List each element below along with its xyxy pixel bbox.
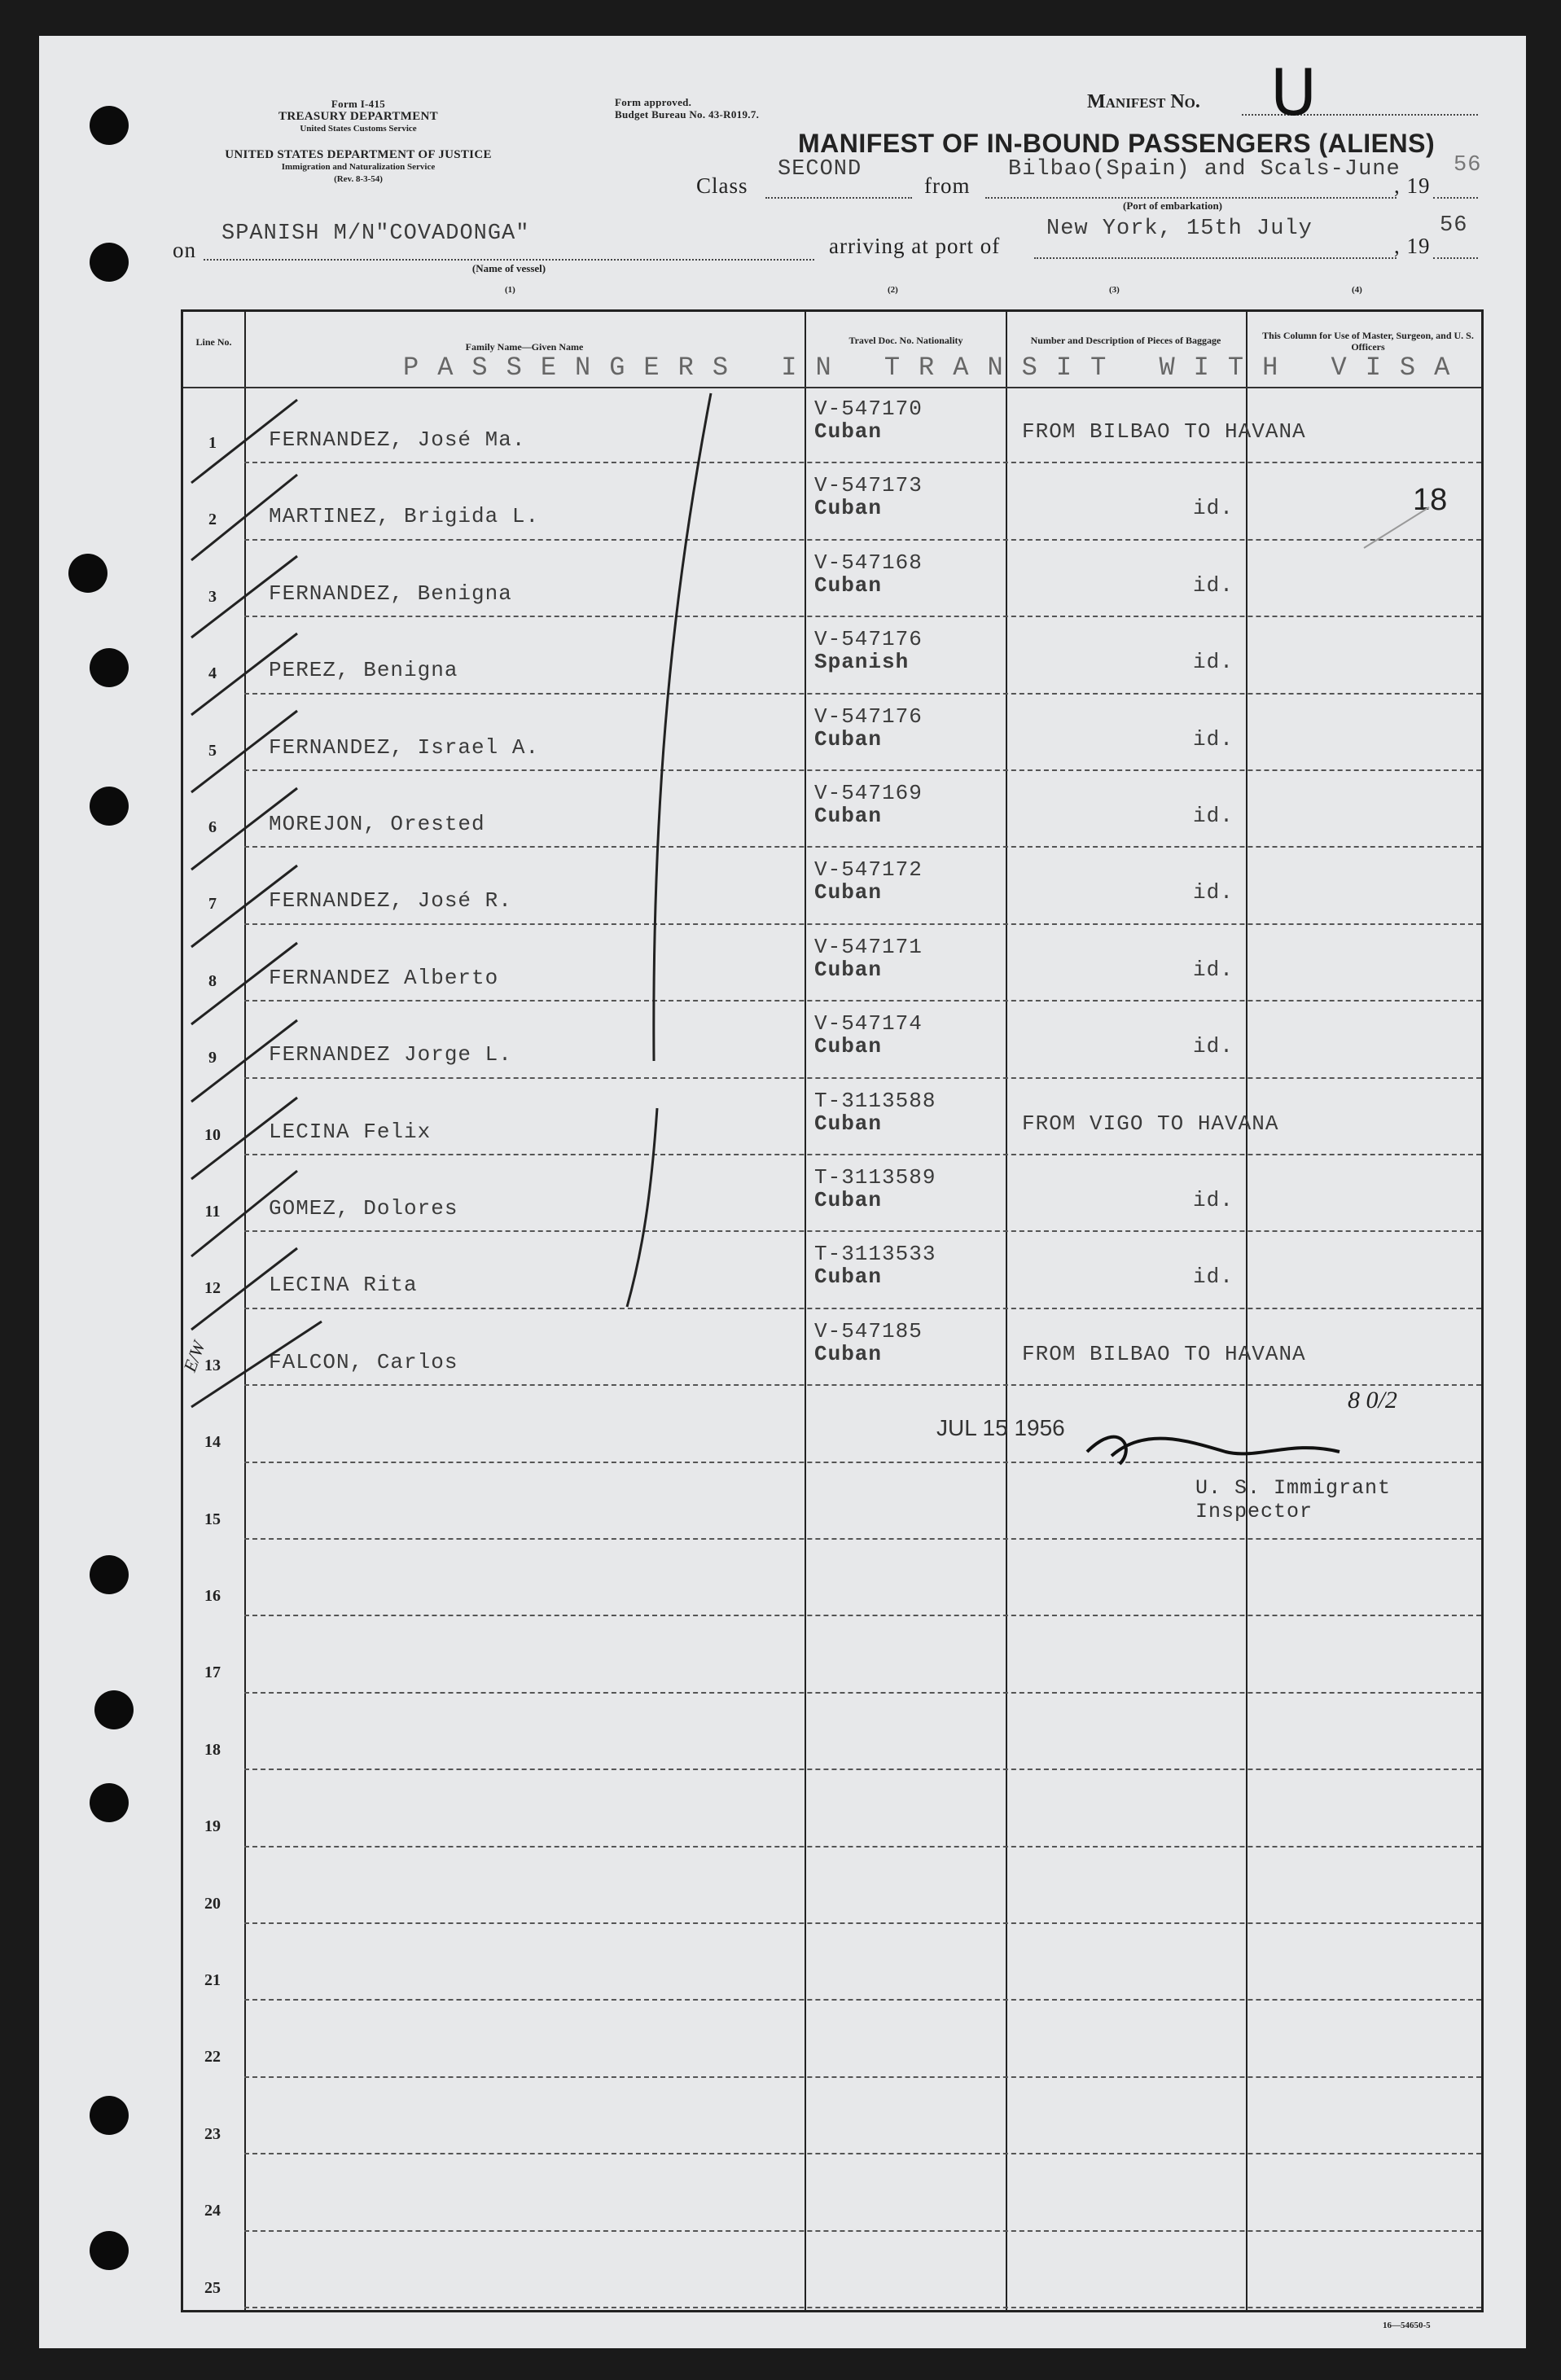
nationality: Cuban <box>814 1265 883 1290</box>
line-number: 8 <box>208 971 217 990</box>
line-number: 10 <box>204 1125 221 1144</box>
header-travel-doc: Travel Doc. No. Nationality <box>848 335 963 346</box>
year-prefix-2: , 19 <box>1394 234 1431 258</box>
travel-doc-number: T-3113588 <box>814 1088 936 1113</box>
form-revision: (Rev. 8-3-54) <box>334 174 383 184</box>
bracket-line-lower <box>627 1108 657 1307</box>
line-number: 3 <box>208 587 217 606</box>
nationality: Cuban <box>814 1034 883 1059</box>
manifest-no-value: U <box>1270 57 1318 130</box>
nationality: Cuban <box>814 496 883 521</box>
signature-text <box>1099 1423 1201 1454</box>
line-number: 15 <box>204 1510 221 1528</box>
class-label: Class <box>696 173 748 198</box>
line-number: 5 <box>208 741 217 760</box>
passenger-name: MOREJON, Orested <box>269 812 485 836</box>
passenger-name: FERNANDEZ, José Ma. <box>269 427 526 452</box>
on-label: on <box>173 238 196 262</box>
manifest-no-label: Manifest No. <box>1087 91 1200 112</box>
baggage-description: id. <box>1193 1265 1234 1290</box>
row-check-marks <box>191 400 322 1407</box>
line-number: 11 <box>204 1203 221 1221</box>
handwritten-marks <box>183 312 1481 2310</box>
nationality: Cuban <box>814 1188 883 1212</box>
line-number: 14 <box>204 1433 221 1452</box>
nationality: Cuban <box>814 572 883 598</box>
ins-service: Immigration and Naturalization Service <box>281 162 436 172</box>
line-number: 17 <box>204 1663 221 1682</box>
baggage-description: id. <box>1193 496 1234 521</box>
travel-doc-number: V-547185 <box>814 1318 923 1343</box>
column-number-3: (3) <box>1109 285 1120 295</box>
nationality: Cuban <box>814 880 883 905</box>
bracket-line-upper <box>654 393 711 1061</box>
column-number-2: (2) <box>888 285 898 295</box>
travel-doc-number: V-547170 <box>814 397 923 421</box>
punch-hole <box>90 2231 129 2270</box>
travel-doc-number: V-547176 <box>814 703 923 729</box>
passenger-name: LECINA Felix <box>269 1119 432 1144</box>
year-value-1: 56 <box>1454 153 1482 178</box>
line-number: 19 <box>204 1817 221 1836</box>
baggage-description: id. <box>1193 804 1234 828</box>
form-approved: Form approved. <box>615 96 692 108</box>
passenger-name: FERNANDEZ, José R. <box>269 888 512 914</box>
arriving-label: arriving at port of <box>829 234 1001 258</box>
line-number: 18 <box>204 1740 221 1759</box>
line-number: 1 <box>208 434 217 452</box>
baggage-description: id. <box>1193 1188 1234 1212</box>
travel-doc-number: V-547173 <box>814 473 923 498</box>
baggage-description: FROM VIGO TO HAVANA <box>1022 1111 1279 1136</box>
punch-hole <box>90 1555 129 1594</box>
footer-code: 16—54650-5 <box>1383 2321 1431 2330</box>
baggage-description: FROM BILBAO TO HAVANA <box>1022 1341 1306 1366</box>
fraction-note: 8 0/2 <box>1348 1387 1397 1414</box>
passenger-name: FALCON, Carlos <box>269 1349 458 1374</box>
line-number: 2 <box>208 511 217 529</box>
travel-doc-number: V-547174 <box>814 1011 923 1037</box>
passenger-name: PEREZ, Benigna <box>269 658 458 683</box>
punch-hole <box>90 1783 129 1822</box>
inspector-title: U. S. Immigrant Inspector <box>1195 1476 1392 1523</box>
line-number: 9 <box>208 1049 217 1067</box>
passenger-name: GOMEZ, Dolores <box>269 1196 458 1221</box>
travel-doc-number: T-3113533 <box>814 1242 936 1267</box>
nationality: Cuban <box>814 726 883 752</box>
em-mark: E/W <box>179 1338 209 1374</box>
line-number: 16 <box>204 1587 221 1605</box>
header-line-no: Line No. <box>195 336 232 348</box>
line-number: 23 <box>204 2124 221 2143</box>
baggage-description: FROM BILBAO TO HAVANA <box>1022 419 1306 444</box>
baggage-description: id. <box>1193 650 1234 675</box>
punch-hole <box>90 648 129 687</box>
nationality: Cuban <box>814 419 883 444</box>
manifest-title: MANIFEST OF IN-BOUND PASSENGERS (ALIENS) <box>798 129 1436 158</box>
line-number: 20 <box>204 1894 221 1913</box>
passenger-name: FERNANDEZ, Benigna <box>269 581 512 606</box>
header-name: Family Name—Given Name <box>465 341 584 353</box>
header-baggage: Number and Description of Pieces of Baggage <box>1030 335 1221 346</box>
line-number: 22 <box>204 2048 221 2067</box>
line-number: 24 <box>204 2202 221 2220</box>
line-number: 6 <box>208 818 217 836</box>
line-number: 7 <box>208 895 217 914</box>
passenger-name: FERNANDEZ Alberto <box>269 965 499 990</box>
column-number-1: (1) <box>505 285 515 295</box>
punch-hole <box>90 106 129 145</box>
baggage-description: id. <box>1193 1034 1234 1059</box>
nationality: Cuban <box>814 1111 883 1136</box>
budget-bureau: Budget Bureau No. 43-R019.7. <box>615 108 760 121</box>
column-number-4: (4) <box>1352 285 1362 295</box>
travel-doc-number: T-3113589 <box>814 1165 936 1190</box>
vessel-caption: (Name of vessel) <box>471 262 546 274</box>
travel-doc-number: V-547171 <box>814 934 923 959</box>
customs-service: United States Customs Service <box>300 124 417 134</box>
from-value: Bilbao(Spain) and Scals-June <box>1008 157 1401 182</box>
travel-doc-number: V-547172 <box>814 857 923 883</box>
officer-note: 18 <box>1413 483 1448 518</box>
line-number: 21 <box>204 1971 221 1989</box>
punch-hole <box>94 1690 134 1729</box>
year-value-2: 56 <box>1440 213 1468 238</box>
punch-hole <box>90 787 129 826</box>
travel-doc-number: V-547176 <box>814 627 923 652</box>
transit-banner: PASSENGERS IN TRANSIT WITH VISA <box>403 353 1469 383</box>
baggage-description: id. <box>1193 957 1234 982</box>
baggage-description: id. <box>1193 880 1234 905</box>
passenger-table <box>181 309 1484 2312</box>
travel-doc-number: V-547168 <box>814 550 923 575</box>
form-number: Form I-415 <box>331 98 386 110</box>
department-of-justice: UNITED STATES DEPARTMENT OF JUSTICE <box>225 148 492 161</box>
baggage-description: id. <box>1193 572 1234 598</box>
from-label: from <box>924 173 971 198</box>
class-value: SECOND <box>778 157 862 182</box>
travel-doc-number: V-547169 <box>814 781 923 805</box>
punch-hole <box>90 2096 129 2135</box>
date-stamp: JUL 15 1956 <box>936 1415 1065 1440</box>
passenger-name: FERNANDEZ Jorge L. <box>269 1042 512 1067</box>
punch-hole <box>68 554 107 593</box>
punch-hole <box>90 243 129 282</box>
passenger-name: LECINA Rita <box>269 1273 418 1298</box>
nationality: Cuban <box>814 957 883 982</box>
year-prefix-1: , 19 <box>1394 173 1431 198</box>
arriving-value: New York, 15th July <box>1046 217 1313 241</box>
line-number: 12 <box>204 1279 221 1298</box>
nationality: Spanish <box>814 650 910 675</box>
line-number: 13 <box>204 1356 221 1374</box>
passenger-name: MARTINEZ, Brigida L. <box>269 504 540 529</box>
port-embarkation-caption: (Port of embarkation) <box>1122 199 1223 212</box>
nationality: Cuban <box>814 804 883 828</box>
vessel-value: SPANISH M/N"COVADONGA" <box>221 221 530 246</box>
nationality: Cuban <box>814 1341 883 1366</box>
line-number: 4 <box>208 664 217 683</box>
header-officers: This Column for Use of Master, Surgeon, and U. S. Officers <box>1262 330 1474 353</box>
line-number: 25 <box>204 2278 221 2297</box>
treasury-department: TREASURY DEPARTMENT <box>278 110 438 123</box>
passenger-name: FERNANDEZ, Israel A. <box>269 734 540 760</box>
baggage-description: id. <box>1193 726 1234 752</box>
